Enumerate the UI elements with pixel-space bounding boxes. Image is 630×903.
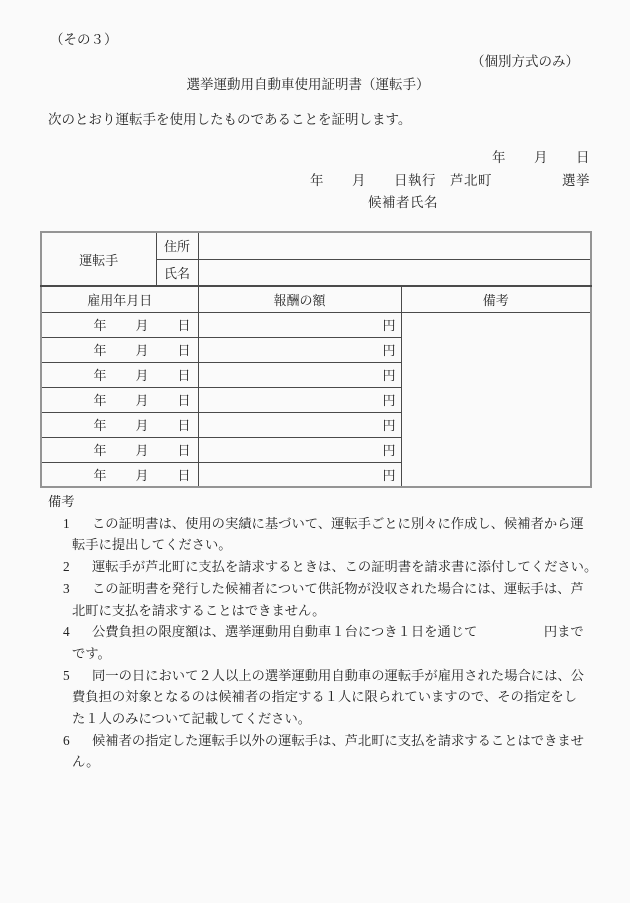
note-number: 1: [63, 515, 70, 531]
note-item-continuation: 転手に提出してください。: [72, 537, 232, 553]
name-value-cell[interactable]: [198, 259, 591, 286]
election-name-line: 年 月 日執行 芦北町 選挙: [310, 172, 590, 188]
remarks-header-cell: 備考: [401, 286, 591, 312]
employment-date-cell[interactable]: 年 月 日: [41, 462, 198, 487]
note-item-start: [48, 730, 596, 752]
reward-amount-cell[interactable]: 円: [198, 312, 401, 337]
note-item-continuation: た１人のみについて記載してください。: [72, 711, 312, 727]
reward-amount-cell[interactable]: 円: [198, 387, 401, 412]
form-number-note: （その３）: [50, 32, 118, 47]
reward-amount-cell[interactable]: 円: [198, 437, 401, 462]
notes-list: [48, 513, 596, 773]
note-text: この証明書は、使用の実績に基づいて、運転手ごとに別々に作成し、候補者から運: [92, 515, 584, 531]
address-value-cell[interactable]: [198, 232, 591, 259]
remarks-cell[interactable]: [401, 312, 591, 487]
reward-amount-cell[interactable]: 円: [198, 412, 401, 437]
note-item-start: [48, 665, 596, 687]
note-number: 4: [63, 624, 70, 640]
note-item-continuation: ん。: [72, 754, 100, 770]
note-item-start: [48, 513, 596, 535]
method-note: （個別方式のみ）: [471, 54, 579, 69]
note-item-start: [48, 556, 596, 578]
notes-label: 備考: [48, 494, 75, 509]
note-text: この証明書を発行した候補者について供託物が没収された場合には、運転手は、芦: [92, 580, 584, 596]
note-text: 運転手が芦北町に支払を請求するときは、この証明書を請求書に添付してください。: [92, 559, 598, 575]
note-number: 3: [63, 580, 70, 596]
date-row: [41, 312, 591, 337]
employment-date-cell[interactable]: 年 月 日: [41, 312, 198, 337]
employment-date-cell[interactable]: 年 月 日: [41, 337, 198, 362]
certificate-date-line: 年 月 日: [492, 150, 590, 165]
employment-date-header-cell: 雇用年月日: [41, 286, 198, 312]
reward-amount-cell[interactable]: 円: [198, 362, 401, 387]
reward-header-cell: 報酬の額: [198, 286, 401, 312]
address-label-cell: 住所: [156, 232, 198, 259]
note-number: 2: [63, 559, 70, 575]
date-rows: [41, 312, 591, 487]
note-number: 5: [63, 667, 70, 683]
driver-address-row: [41, 232, 591, 259]
employment-date-cell[interactable]: 年 月 日: [41, 387, 198, 412]
employment-date-cell[interactable]: 年 月 日: [41, 362, 198, 387]
employment-date-cell[interactable]: 年 月 日: [41, 412, 198, 437]
note-item-continuation: 北町に支払を請求することはできません。: [72, 602, 326, 618]
note-item-continuation: です。: [72, 645, 111, 661]
certification-statement: 次のとおり運転手を使用したものであることを証明します。: [48, 112, 412, 127]
note-text: 同一の日において２人以上の選挙運動用自動車の運転手が雇用された場合には、公: [92, 667, 584, 683]
reward-amount-cell[interactable]: 円: [198, 462, 401, 487]
notes-section: [48, 491, 596, 773]
name-label-cell: 氏名: [156, 259, 198, 286]
driver-label-cell: 運転手: [41, 232, 156, 286]
note-text: 公費負担の限度額は、選挙運動用自動車１台につき１日を通じて 円まで: [92, 624, 584, 640]
note-number: 6: [63, 732, 70, 748]
candidate-name-line: 候補者氏名: [368, 195, 438, 210]
note-item-start: [48, 621, 596, 643]
table-header-row: [41, 286, 591, 312]
signature-block: [310, 147, 590, 215]
employment-date-cell[interactable]: 年 月 日: [41, 437, 198, 462]
note-text: 候補者の指定した運転手以外の運転手は、芦北町に支払を請求することはできませ: [92, 732, 584, 748]
driver-usage-table: [40, 231, 592, 488]
reward-amount-cell[interactable]: 円: [198, 337, 401, 362]
note-item-continuation: 費負担の対象となるのは候補者の指定する１人に限られていますので、その指定をし: [72, 689, 578, 705]
document-title: 選挙運動用自動車使用証明書（運転手）: [186, 77, 430, 92]
note-item-start: [48, 578, 596, 600]
